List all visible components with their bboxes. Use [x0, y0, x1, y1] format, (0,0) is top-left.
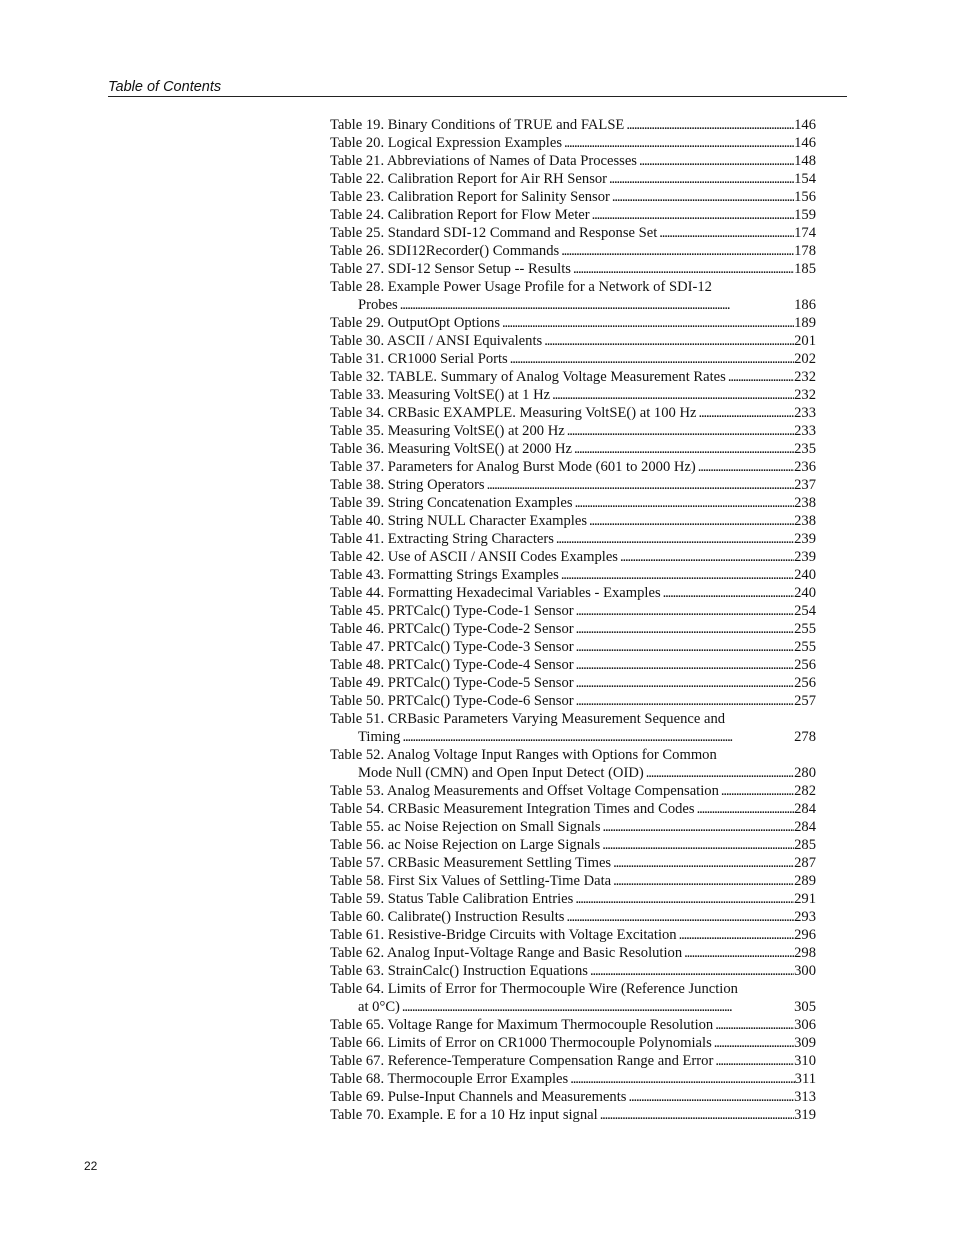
toc-page-number: 238 [794, 495, 816, 511]
toc-entry-title: Table 21. Abbreviations of Names of Data Processes [330, 153, 637, 169]
toc-page-number: 238 [794, 513, 816, 529]
toc-entry[interactable] [330, 926, 816, 944]
toc-entry-title: Table 35. Measuring VoltSE() at 200 Hz [330, 423, 565, 439]
toc-entry-line [330, 206, 816, 224]
toc-entry-continuation [330, 728, 816, 746]
toc-entry[interactable] [330, 746, 816, 782]
toc-page-number: 278 [794, 729, 816, 745]
toc-entry[interactable] [330, 134, 816, 152]
toc-page-number: 280 [794, 765, 816, 781]
toc-entry[interactable] [330, 800, 816, 818]
dot-leader [554, 530, 794, 548]
toc-entry-line [330, 440, 816, 458]
toc-entry[interactable] [330, 1052, 816, 1070]
toc-entry-line [330, 188, 816, 206]
toc-entry-line [330, 1070, 816, 1088]
toc-entry-line [330, 494, 816, 512]
toc-entry-line [330, 1034, 816, 1052]
toc-page-number: 310 [794, 1053, 816, 1069]
dot-leader [713, 1016, 794, 1034]
toc-entry-title: Table 68. Thermocouple Error Examples [330, 1071, 569, 1087]
toc-entry-title: Table 70. Example. E for a 10 Hz input signal [330, 1107, 598, 1123]
toc-entry-title: Table 47. PRTCalc() Type-Code-3 Sensor [330, 639, 574, 655]
toc-page-number: 289 [794, 873, 816, 889]
toc-entry-title: Table 42. Use of ASCII / ANSII Codes Examples [330, 549, 618, 565]
toc-page-number: 291 [794, 891, 816, 907]
toc-entry[interactable] [330, 314, 816, 332]
toc-entry-line [330, 134, 816, 152]
dot-leader [574, 692, 794, 710]
toc-entry[interactable] [330, 872, 816, 890]
toc-entry-title: Table 36. Measuring VoltSE() at 2000 Hz [330, 441, 573, 457]
dot-leader [696, 458, 794, 476]
toc-entry-title: Table 58. First Six Values of Settling-Time Data [330, 873, 612, 889]
toc-entry-title: Table 48. PRTCalc() Type-Code-4 Sensor [330, 657, 574, 673]
toc-entry-title: Table 31. CR1000 Serial Ports [330, 351, 508, 367]
toc-entry[interactable] [330, 854, 816, 872]
toc-entry-line [330, 872, 816, 890]
toc-entry-title: Table 34. CRBasic EXAMPLE. Measuring VoltSE() at 100 Hz [330, 405, 697, 421]
toc-entry-line [330, 620, 816, 638]
toc-entry-title: Table 22. Calibration Report for Air RH Sensor [330, 171, 608, 187]
toc-entry[interactable] [330, 890, 816, 908]
toc-entry-title: Table 28. Example Power Usage Profile for a Network of SDI-12 [330, 279, 712, 295]
toc-entry[interactable] [330, 962, 816, 980]
dot-leader [542, 332, 794, 350]
toc-page-number: 256 [794, 657, 816, 673]
dot-leader [573, 890, 794, 908]
toc-entry-line [330, 962, 816, 980]
toc-entry-title: Table 62. Analog Input-Voltage Range and Basic Resolution [330, 945, 683, 961]
toc-entry-line [330, 242, 816, 260]
toc-page-number: 255 [794, 639, 816, 655]
toc-entry-line [330, 674, 816, 692]
dot-leader [550, 386, 794, 404]
toc-entry-title: Table 39. String Concatenation Examples [330, 495, 573, 511]
toc-page-number: 296 [794, 927, 816, 943]
toc-page-number: 233 [794, 423, 816, 439]
toc-entry-title: Timing [358, 729, 401, 745]
toc-entry-continuation [330, 296, 816, 314]
toc-entry-title: Table 40. String NULL Character Examples [330, 513, 587, 529]
toc-entry[interactable] [330, 278, 816, 314]
toc-page-number: 284 [794, 801, 816, 817]
toc-entry-title: Table 32. TABLE. Summary of Analog Voltage Measurement Rates [330, 369, 726, 385]
toc-entry-title: Table 53. Analog Measurements and Offset Voltage Compensation [330, 783, 719, 799]
toc-entry-title: Table 44. Formatting Hexadecimal Variables - Examples [330, 585, 661, 601]
dot-leader [677, 926, 795, 944]
toc-entry-title: Table 66. Limits of Error on CR1000 Thermocouple Polynomials [330, 1035, 712, 1051]
dot-leader [682, 944, 794, 962]
toc-entry-continuation [330, 998, 816, 1016]
toc-entry-title: Table 49. PRTCalc() Type-Code-5 Sensor [330, 675, 574, 691]
toc-entry[interactable] [330, 530, 816, 548]
dot-leader [661, 584, 794, 602]
dot-leader [697, 404, 795, 422]
toc-entry-line [330, 638, 816, 656]
dot-leader [695, 800, 795, 818]
toc-entry[interactable] [330, 386, 816, 404]
toc-entry-line [330, 836, 816, 854]
toc-page-number: 240 [794, 567, 816, 583]
toc-entry-title: Table 55. ac Noise Rejection on Small Signals [330, 819, 601, 835]
toc-page-number: 254 [794, 603, 816, 619]
dot-leader [719, 782, 794, 800]
toc-entry-title: Table 63. StrainCalc() Instruction Equations [330, 963, 588, 979]
dot-leader [574, 638, 794, 656]
dot-leader [572, 440, 794, 458]
dot-leader [500, 314, 794, 332]
toc-entry[interactable] [330, 710, 816, 746]
toc-entry-line [330, 404, 816, 422]
toc-page-number: 305 [794, 999, 816, 1015]
toc-page-number: 256 [794, 675, 816, 691]
toc-page-number: 233 [794, 405, 816, 421]
toc-entry-line [330, 584, 816, 602]
toc-entry-line [330, 170, 816, 188]
toc-entry-title: Table 50. PRTCalc() Type-Code-6 Sensor [330, 693, 574, 709]
toc-entry[interactable] [330, 242, 816, 260]
toc-page-number: 240 [794, 585, 816, 601]
dot-leader [588, 962, 794, 980]
toc-entry-title: Table 27. SDI-12 Sensor Setup -- Results [330, 261, 571, 277]
toc-entry-line [330, 782, 816, 800]
toc-page-number: 239 [794, 531, 816, 547]
toc-page-number: 287 [794, 855, 816, 871]
toc-entry-line [330, 152, 816, 170]
dot-leader [598, 1106, 794, 1124]
toc-page-number: 189 [794, 315, 816, 331]
toc-page-number: 178 [794, 243, 816, 259]
dot-leader [559, 566, 794, 584]
toc-entry[interactable] [330, 404, 816, 422]
toc-entry-line [330, 512, 816, 530]
toc-page-number: 237 [794, 477, 816, 493]
toc-entry-line [330, 278, 816, 296]
toc-entry-line [330, 656, 816, 674]
toc-entry-title: Table 52. Analog Voltage Input Ranges with Options for Common [330, 747, 717, 763]
toc-page-number: 201 [794, 333, 816, 349]
toc-entry-line [330, 944, 816, 962]
toc-entry[interactable] [330, 152, 816, 170]
toc-entry[interactable] [330, 206, 816, 224]
dot-leader [571, 260, 794, 278]
dot-leader [618, 548, 794, 566]
toc-entry[interactable] [330, 332, 816, 350]
toc-entry-title: Table 57. CRBasic Measurement Settling Times [330, 855, 612, 871]
toc-entry-line [330, 890, 816, 908]
toc-page-number: 159 [794, 207, 816, 223]
toc-page-number: 319 [794, 1107, 816, 1123]
toc-entry-title: Table 24. Calibration Report for Flow Meter [330, 207, 590, 223]
dot-leader [562, 134, 794, 152]
dot-leader [644, 764, 794, 782]
toc-entry-title: Table 41. Extracting String Characters [330, 531, 554, 547]
dot-leader [573, 494, 795, 512]
toc-entry-title: Table 45. PRTCalc() Type-Code-1 Sensor [330, 603, 574, 619]
toc-entry-title: Table 59. Status Table Calibration Entries [330, 891, 574, 907]
toc-entry-line [330, 800, 816, 818]
dot-leader [590, 206, 795, 224]
toc-entry[interactable] [330, 836, 816, 854]
toc-page-number: 185 [794, 261, 816, 277]
dot-leader [400, 998, 794, 1016]
toc-entry[interactable] [330, 116, 816, 134]
toc-entry-line [330, 1088, 816, 1106]
toc-entry-title: Table 60. Calibrate() Instruction Results [330, 909, 565, 925]
toc-entry[interactable] [330, 674, 816, 692]
page-header [108, 76, 847, 97]
dot-leader [713, 1052, 794, 1070]
toc-entry-line [330, 710, 816, 728]
toc-page-number: 257 [794, 693, 816, 709]
dot-leader [574, 620, 794, 638]
toc-entry-line [330, 692, 816, 710]
toc-page-number: 284 [794, 819, 816, 835]
dot-leader [601, 818, 795, 836]
toc-entry[interactable] [330, 818, 816, 836]
toc-page-number: 293 [794, 909, 816, 925]
dot-leader [726, 368, 794, 386]
toc-entry[interactable] [330, 188, 816, 206]
toc-entry-title: Table 29. OutputOpt Options [330, 315, 501, 331]
toc-entry[interactable] [330, 908, 816, 926]
toc-entry-continuation [330, 764, 816, 782]
toc-page-number: 285 [794, 837, 816, 853]
toc-entry-title: Table 69. Pulse-Input Channels and Measurements [330, 1089, 627, 1105]
toc-page-number: 306 [794, 1017, 816, 1033]
toc-page-number: 311 [794, 1071, 816, 1087]
toc-page-number: 239 [794, 549, 816, 565]
toc-entry-title: Table 30. ASCII / ANSI Equivalents [330, 333, 543, 349]
toc-page-number: 235 [794, 441, 816, 457]
toc-page-number: 154 [794, 171, 816, 187]
toc-page-number: 232 [794, 369, 816, 385]
toc-entry[interactable] [330, 692, 816, 710]
toc-entry-title: Table 19. Binary Conditions of TRUE and FALSE [330, 117, 625, 133]
toc-page-number: 146 [794, 135, 816, 151]
dot-leader [574, 674, 794, 692]
toc-entry-line [330, 854, 816, 872]
toc-entry[interactable] [330, 422, 816, 440]
dot-leader [637, 152, 794, 170]
toc-entry-title: Probes [358, 297, 398, 313]
toc-entry-line [330, 566, 816, 584]
toc-entry-line [330, 1106, 816, 1124]
toc-entry[interactable] [330, 638, 816, 656]
toc-page-number: 300 [794, 963, 816, 979]
toc-entry-title: Table 33. Measuring VoltSE() at 1 Hz [330, 387, 551, 403]
toc-page-number: 313 [794, 1089, 816, 1105]
toc-entry-line [330, 368, 816, 386]
toc-entry-line [330, 332, 816, 350]
toc-entry[interactable] [330, 350, 816, 368]
toc-entry[interactable] [330, 602, 816, 620]
toc-entry-line [330, 980, 816, 998]
toc-entry[interactable] [330, 620, 816, 638]
toc-entry-title: Table 61. Resistive-Bridge Circuits with Voltage Excitation [330, 927, 677, 943]
toc-entry-line [330, 530, 816, 548]
toc-entry-title: Table 51. CRBasic Parameters Varying Measurement Sequence and [330, 711, 726, 727]
toc-page-number: 255 [794, 621, 816, 637]
toc-entry[interactable] [330, 566, 816, 584]
toc-page-number: 298 [794, 945, 816, 961]
toc-entry[interactable] [330, 1088, 816, 1106]
toc-entry-line [330, 350, 816, 368]
toc-entry-line [330, 224, 816, 242]
header-title: Table of Contents [108, 78, 222, 95]
toc-entry-line [330, 746, 816, 764]
dot-leader [565, 422, 794, 440]
dot-leader [657, 224, 794, 242]
toc-page-number: 202 [794, 351, 816, 367]
toc-entry[interactable] [330, 260, 816, 278]
toc-page-number: 232 [794, 387, 816, 403]
toc-entry[interactable] [330, 458, 816, 476]
dot-leader [398, 296, 794, 314]
toc-entry-title: Table 56. ac Noise Rejection on Large Signals [330, 837, 601, 853]
toc-entry[interactable] [330, 1034, 816, 1052]
toc-entry-title: Table 26. SDI12Recorder() Commands [330, 243, 560, 259]
toc-entry-title: Table 67. Reference-Temperature Compensation Range and Error [330, 1053, 714, 1069]
toc-entry-title: Table 54. CRBasic Measurement Integration Times and Codes [330, 801, 695, 817]
dot-leader [568, 1070, 794, 1088]
dot-leader [485, 476, 795, 494]
toc-entry-line [330, 476, 816, 494]
toc-entry-line [330, 926, 816, 944]
toc-entry-title: Table 46. PRTCalc() Type-Code-2 Sensor [330, 621, 574, 637]
toc-entry-title: Table 25. Standard SDI-12 Command and Response Set [330, 225, 658, 241]
toc-entry-title: Table 43. Formatting Strings Examples [330, 567, 559, 583]
toc-entry[interactable] [330, 1070, 816, 1088]
toc-entry[interactable] [330, 584, 816, 602]
dot-leader [574, 602, 794, 620]
dot-leader [400, 728, 794, 746]
toc-entry-line [330, 818, 816, 836]
toc-entry[interactable] [330, 440, 816, 458]
toc-entry[interactable] [330, 944, 816, 962]
table-list [330, 116, 816, 1124]
toc-entry-title: Table 23. Calibration Report for Salinity Sensor [330, 189, 610, 205]
dot-leader [564, 908, 794, 926]
dot-leader [508, 350, 794, 368]
toc-entry[interactable] [330, 1016, 816, 1034]
page-number: 22 [84, 1159, 98, 1173]
toc-entry[interactable] [330, 512, 816, 530]
toc-entry-line [330, 386, 816, 404]
toc-entry-line [330, 422, 816, 440]
toc-page-number: 282 [794, 783, 816, 799]
dot-leader [611, 872, 794, 890]
toc-entry[interactable] [330, 782, 816, 800]
toc-entry-line [330, 548, 816, 566]
toc-entry[interactable] [330, 1106, 816, 1124]
toc-page-number: 156 [794, 189, 816, 205]
toc-page-number: 186 [794, 297, 816, 313]
toc-entry-title: Table 64. Limits of Error for Thermocouple Wire (Reference Junction [330, 981, 738, 997]
toc-entry[interactable] [330, 224, 816, 242]
toc-entry-title: Table 20. Logical Expression Examples [330, 135, 563, 151]
toc-page-number: 148 [794, 153, 816, 169]
toc-entry-title: Mode Null (CMN) and Open Input Detect (OID) [358, 765, 644, 781]
dot-leader [611, 854, 794, 872]
toc-entry-line [330, 116, 816, 134]
toc-entry[interactable] [330, 494, 816, 512]
dot-leader [600, 836, 794, 854]
toc-entry-line [330, 260, 816, 278]
toc-page-number: 236 [794, 459, 816, 475]
toc-page-number: 309 [794, 1035, 816, 1051]
toc-entry-line [330, 1016, 816, 1034]
dot-leader [559, 242, 794, 260]
dot-leader [587, 512, 794, 530]
toc-page-number: 174 [794, 225, 816, 241]
toc-entry[interactable] [330, 548, 816, 566]
toc-entry-title: Table 38. String Operators [330, 477, 485, 493]
dot-leader [712, 1034, 794, 1052]
toc-entry-title: at 0°C) [358, 999, 400, 1015]
dot-leader [626, 1088, 794, 1106]
toc-entry[interactable] [330, 980, 816, 1016]
dot-leader [624, 116, 794, 134]
dot-leader [610, 188, 794, 206]
toc-entry-line [330, 314, 816, 332]
toc-entry[interactable] [330, 656, 816, 674]
dot-leader [607, 170, 794, 188]
toc-entry[interactable] [330, 476, 816, 494]
toc-entry-title: Table 65. Voltage Range for Maximum Thermocouple Resolution [330, 1017, 714, 1033]
toc-entry-line [330, 1052, 816, 1070]
toc-entry-line [330, 602, 816, 620]
toc-entry-line [330, 458, 816, 476]
toc-entry-title: Table 37. Parameters for Analog Burst Mode (601 to 2000 Hz) [330, 459, 696, 475]
toc-entry[interactable] [330, 368, 816, 386]
toc-entry[interactable] [330, 170, 816, 188]
toc-page-number: 146 [794, 117, 816, 133]
dot-leader [574, 656, 794, 674]
toc-entry-line [330, 908, 816, 926]
